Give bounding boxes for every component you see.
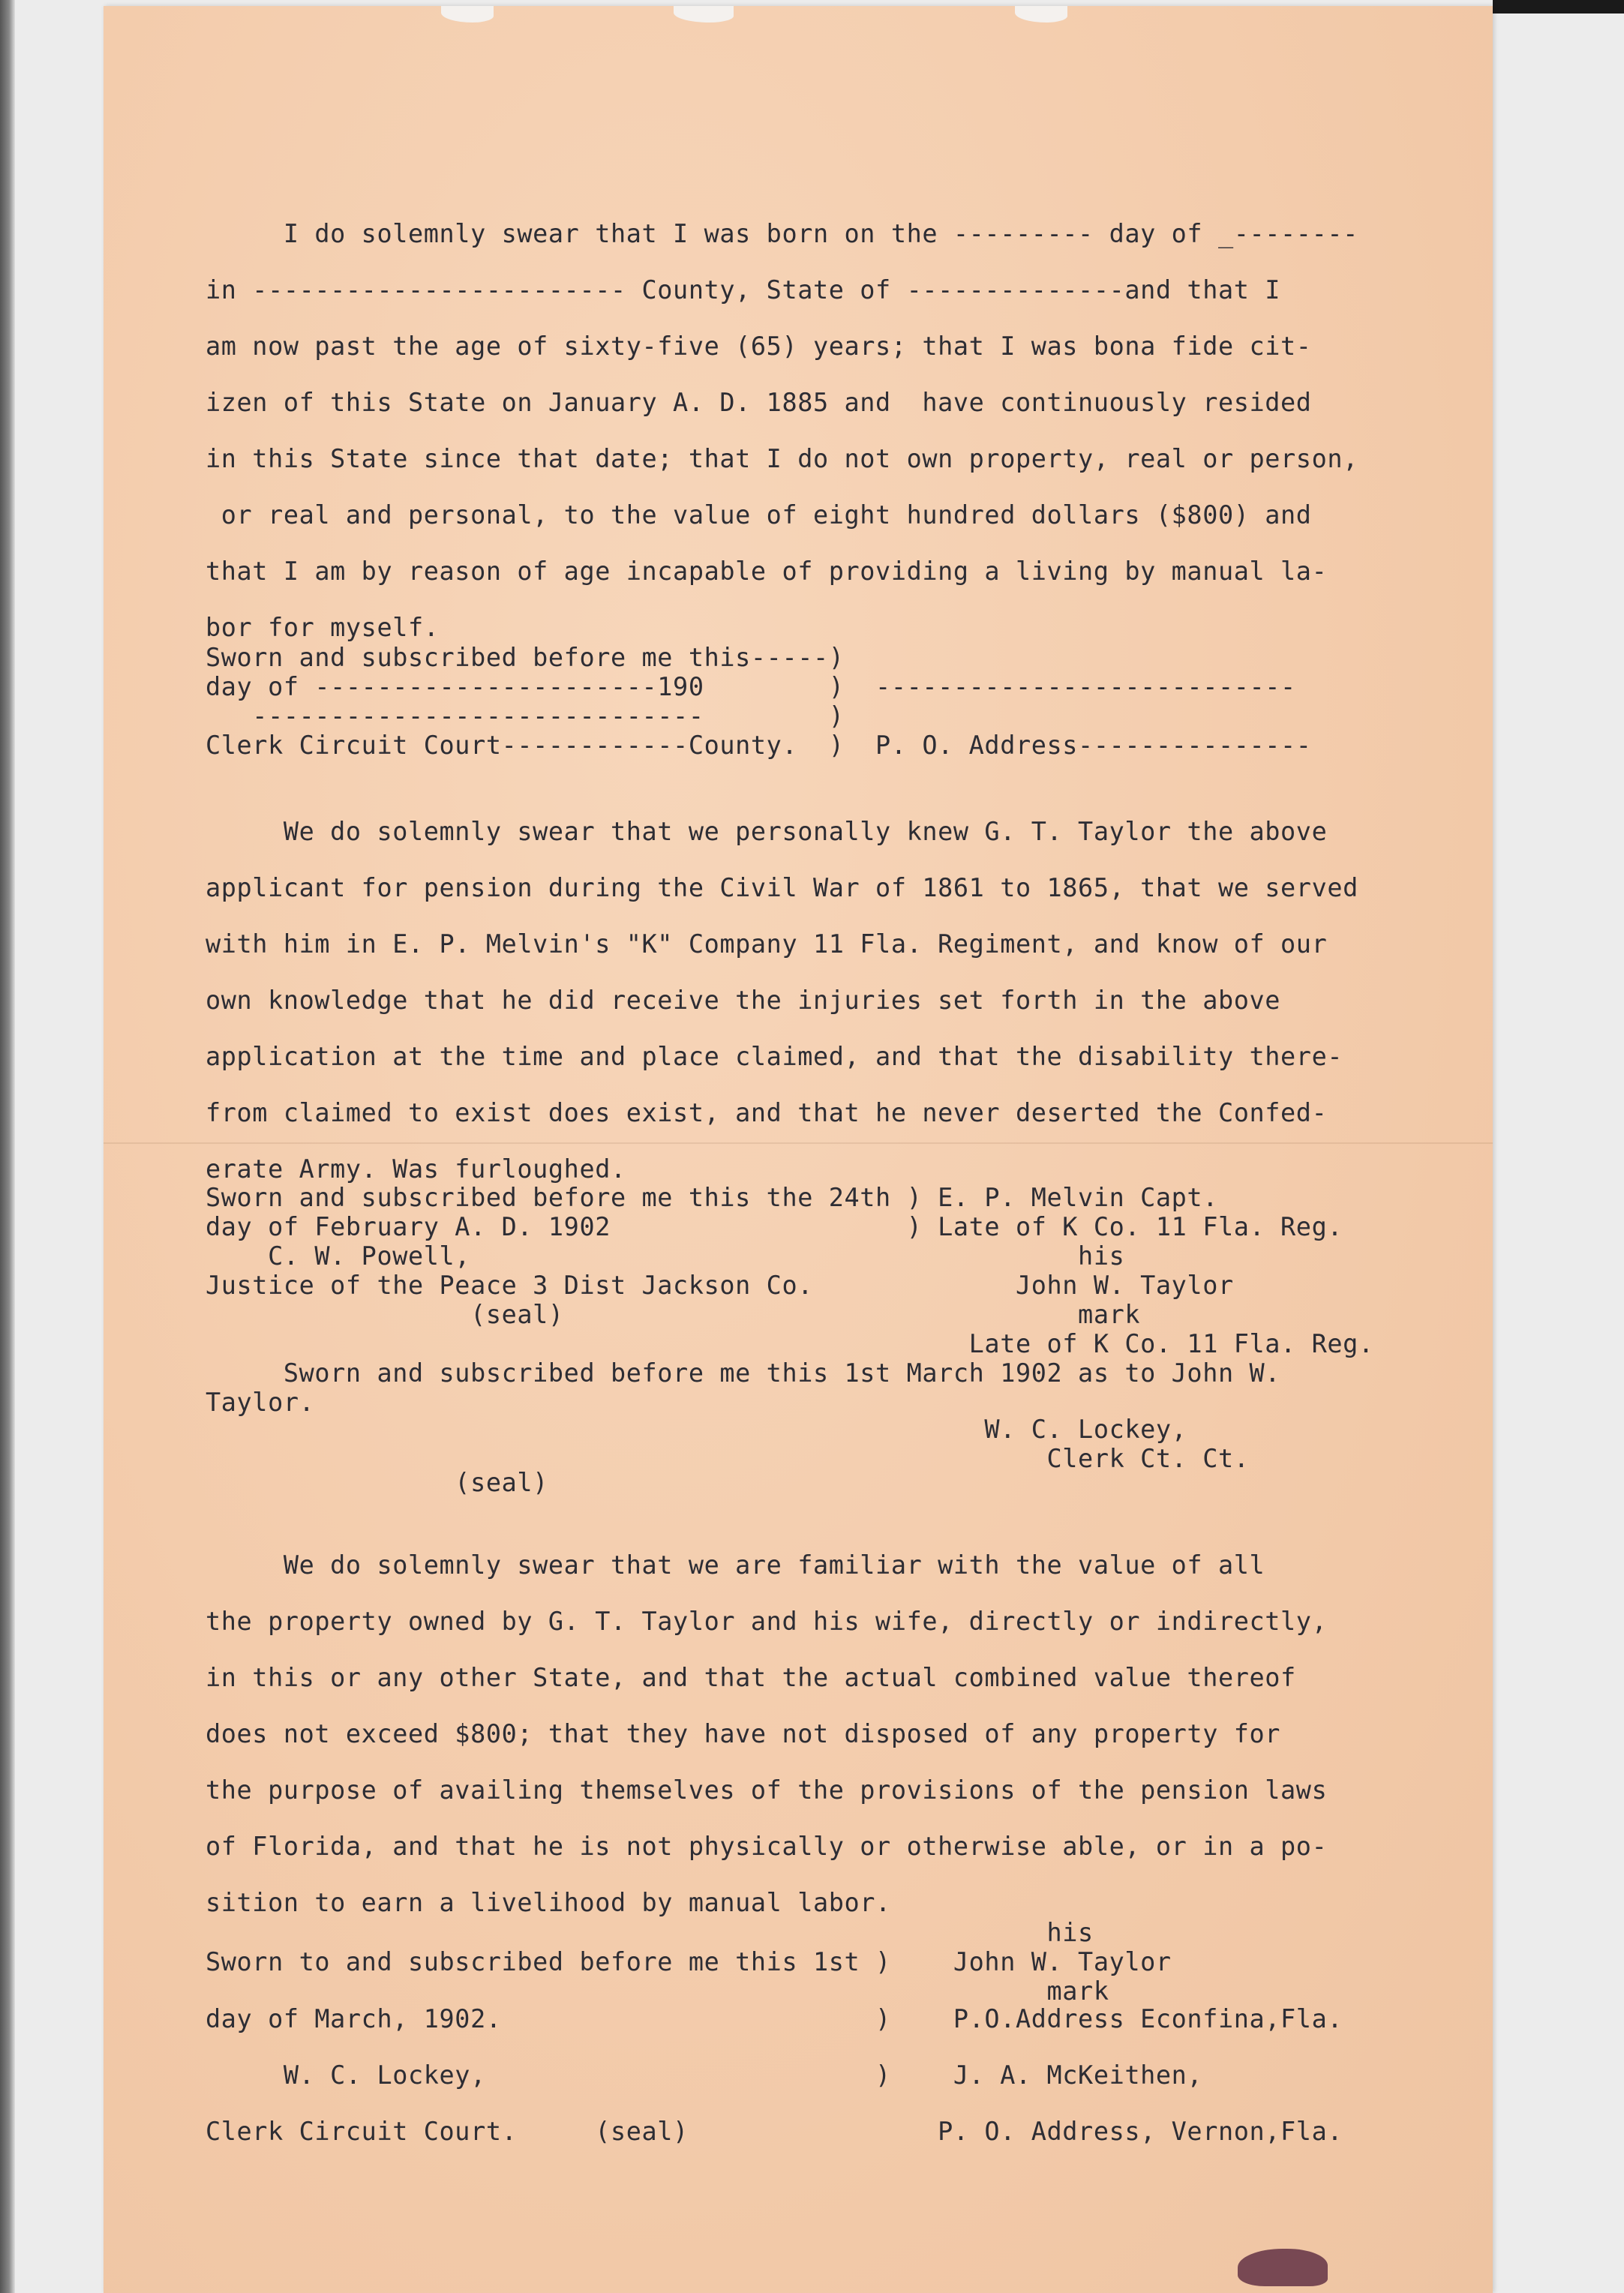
- jurat-line: W. C. Lockey,: [206, 1415, 1187, 1444]
- oath-line: I do solemnly swear that I was born on the --------- day of _--------: [206, 219, 1358, 248]
- jurat-line: Taylor.: [206, 1388, 315, 1417]
- jurat-line: day of February A. D. 1902 ) Late of K Co. 11 Fla. Reg.: [206, 1212, 1343, 1241]
- oath-line: am now past the age of sixty-five (65) years; that I was bona fide cit-: [206, 332, 1312, 361]
- affidavit-line: own knowledge that he did receive the injuries set forth in the above: [206, 986, 1281, 1015]
- jurat-line: Sworn and subscribed before me this-----): [206, 643, 845, 672]
- jurat-line: (seal): [206, 1468, 548, 1497]
- jurat-line: Sworn and subscribed before me this the 24th ) E. P. Melvin Capt.: [206, 1183, 1218, 1212]
- scan-top-edge: [1493, 0, 1624, 14]
- jurat-line: Sworn to and subscribed before me this 1st ) John W. Taylor: [206, 1947, 1172, 1976]
- oath-line: in ------------------------ County, State of --------------and that I: [206, 275, 1281, 305]
- affidavit-line: We do solemnly swear that we personally knew G. T. Taylor the above: [206, 817, 1328, 846]
- affidavit-line: does not exceed $800; that they have not disposed of any property for: [206, 1719, 1281, 1748]
- paper-fold: [104, 1142, 1493, 1144]
- affidavit-line: of Florida, and that he is not physically or otherwise able, or in a po-: [206, 1832, 1328, 1861]
- affidavit-line: the property owned by G. T. Taylor and his wife, directly or indirectly,: [206, 1607, 1328, 1636]
- paper-tear: [674, 6, 734, 23]
- jurat-line: Sworn and subscribed before me this 1st March 1902 as to John W.: [206, 1358, 1281, 1388]
- jurat-line: his: [206, 1918, 1094, 1947]
- affidavit-line: application at the time and place claimed, and that the disability there-: [206, 1042, 1343, 1071]
- jurat-line: (seal) mark: [206, 1300, 1141, 1329]
- jurat-line: mark: [206, 1976, 1109, 2006]
- affidavit-line: erate Army. Was furloughed.: [206, 1154, 626, 1184]
- affidavit-line: We do solemnly swear that we are familiar with the value of all: [206, 1550, 1265, 1580]
- jurat-line: W. C. Lockey, ) J. A. McKeithen,: [206, 2060, 1203, 2090]
- ink-stain: [1238, 2249, 1328, 2286]
- jurat-line: ----------------------------- ): [206, 701, 845, 731]
- document-page: [104, 6, 1493, 2293]
- jurat-line: Late of K Co. 11 Fla. Reg.: [206, 1329, 1374, 1358]
- jurat-line: Clerk Circuit Court. (seal) P. O. Address, Vernon,Fla.: [206, 2117, 1343, 2146]
- oath-line: that I am by reason of age incapable of providing a living by manual la-: [206, 557, 1328, 586]
- affidavit-line: in this or any other State, and that the actual combined value thereof: [206, 1663, 1296, 1692]
- oath-line: izen of this State on January A. D. 1885 and have continuously resided: [206, 388, 1312, 417]
- jurat-line: day of ----------------------190 ) ---------------------------: [206, 672, 1296, 701]
- paper-tear: [1015, 6, 1067, 23]
- affidavit-line: sition to earn a livelihood by manual labor.: [206, 1888, 891, 1917]
- oath-line: or real and personal, to the value of eight hundred dollars ($800) and: [206, 500, 1312, 530]
- oath-line: in this State since that date; that I do not own property, real or person,: [206, 444, 1358, 473]
- jurat-line: Clerk Ct. Ct.: [206, 1444, 1250, 1473]
- jurat-line: day of March, 1902. ) P.O.Address Econfina,Fla.: [206, 2004, 1343, 2033]
- affidavit-line: with him in E. P. Melvin's "K" Company 11 Fla. Regiment, and know of our: [206, 929, 1328, 959]
- jurat-line: Justice of the Peace 3 Dist Jackson Co. John W. Taylor: [206, 1271, 1234, 1300]
- affidavit-line: applicant for pension during the Civil War of 1861 to 1865, that we served: [206, 873, 1358, 902]
- jurat-line: Clerk Circuit Court------------County. ) P. O. Address---------------: [206, 731, 1312, 760]
- affidavit-line: the purpose of availing themselves of the provisions of the pension laws: [206, 1775, 1328, 1805]
- affidavit-line: from claimed to exist does exist, and that he never deserted the Confed-: [206, 1098, 1328, 1127]
- scan-left-edge: [0, 0, 15, 2293]
- oath-line: bor for myself.: [206, 613, 440, 642]
- paper-tear: [441, 6, 494, 23]
- jurat-line: C. W. Powell, his: [206, 1241, 1125, 1271]
